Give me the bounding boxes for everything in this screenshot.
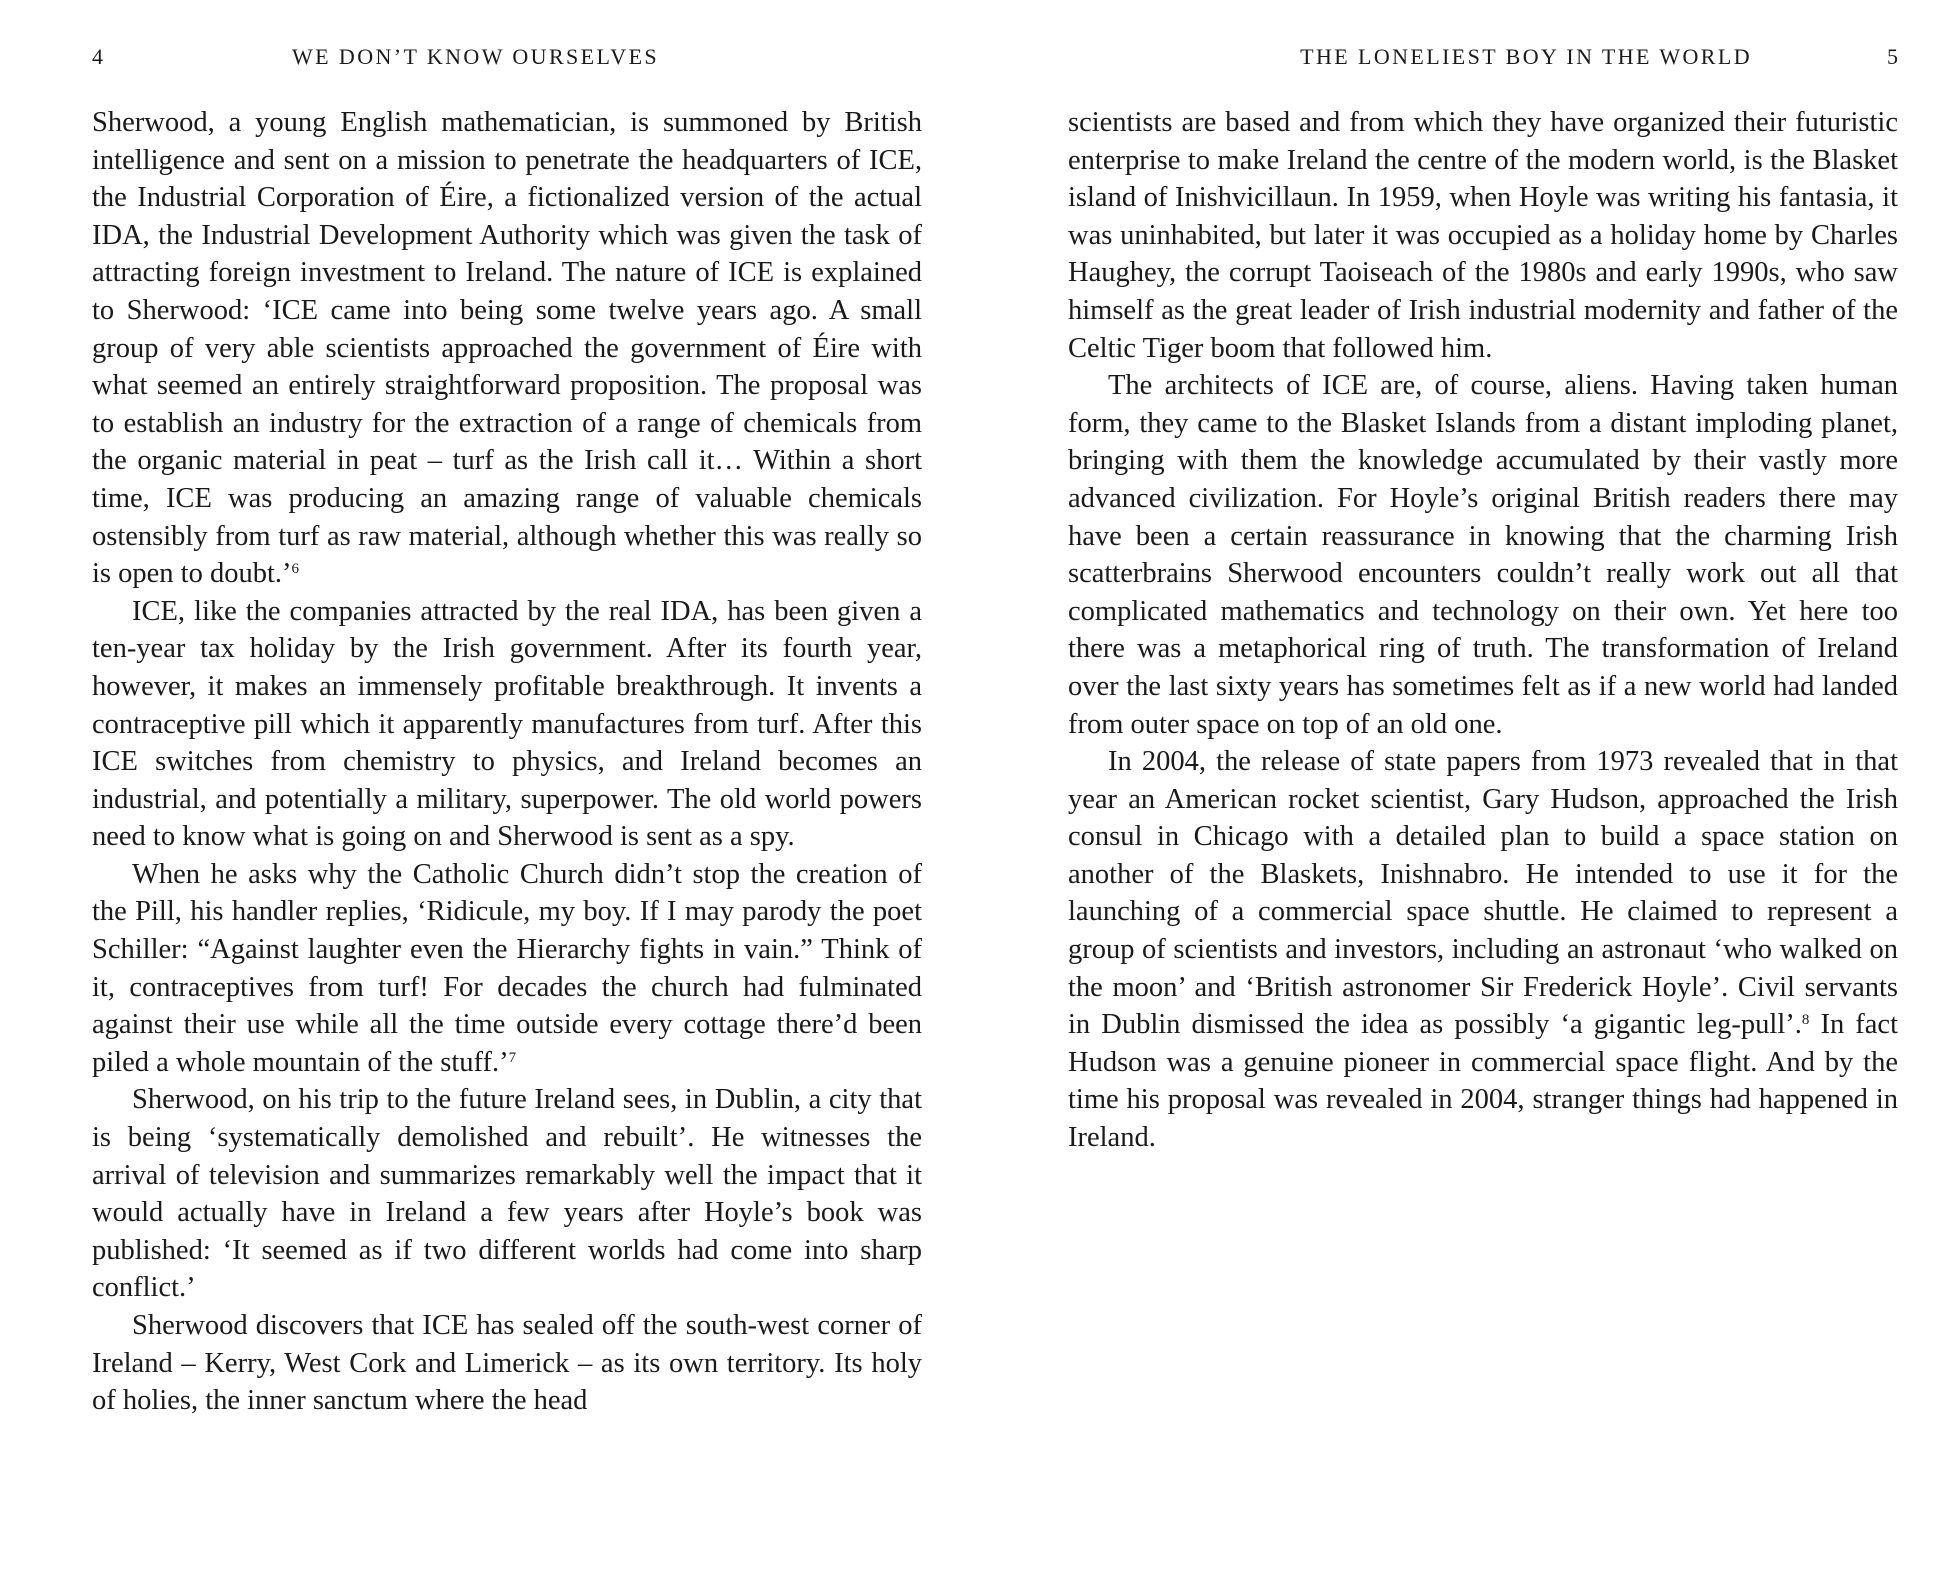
left-running-head — [92, 44, 922, 84]
left-body-text — [92, 104, 922, 1420]
paragraph — [92, 1307, 922, 1420]
left-page-number: 4 — [92, 44, 103, 69]
paragraph — [92, 104, 922, 593]
paragraph — [1068, 104, 1898, 367]
right-page — [1068, 0, 1898, 1591]
footnote-marker: 8 — [1801, 1012, 1810, 1029]
paragraph-text-continued: In fact Hudson was a genuine pioneer in commercial space flight. And by the time his proposal was revealed in 2004, stranger things had happened in Ireland. — [1068, 1009, 1898, 1154]
right-running-head-title: THE LONELIEST BOY IN THE WORLD — [1300, 44, 1752, 69]
paragraph-text: Sherwood discovers that ICE has sealed off the south-west corner of Ireland – Kerry, West Cork and Limerick – as its own territory. Its holy of holies, the inner sanctum where the head — [92, 1310, 922, 1417]
right-page-number: 5 — [1887, 44, 1898, 69]
paragraph — [92, 593, 922, 856]
paragraph-text: When he asks why the Catholic Church didn’t stop the creation of the Pill, his handler replies, ‘Ridicule, my boy. If I may parody the poet Schiller: “Against laughter even the Hierarchy fights in vain.” Think of it, contraceptives from turf! For decades the church had fulminated against their use while all the time outside every cottage there’d been piled a whole mountain of the stuff.’ — [92, 858, 922, 1078]
right-body-text — [1068, 104, 1898, 1157]
right-running-head — [1068, 44, 1898, 84]
paragraph-text: The architects of ICE are, of course, aliens. Having taken human form, they came to the Blasket Islands from a distant imploding planet, bringing with them the knowledge accumulated by their vastly more advanced civilization. For Hoyle’s original British readers there may have been a certain reassurance in knowing that the charming Irish scatterbrains Sherwood encounters couldn’t really work out all that complicated mathematics and technology on their own. Yet here too there was a metaphorical ring of truth. The transformation of Ireland over the last sixty years has sometimes felt as if a new world had landed from outer space on top of an old one. — [1068, 370, 1898, 740]
paragraph — [92, 856, 922, 1082]
paragraph-text: In 2004, the release of state papers from 1973 revealed that in that year an American rocket scientist, Gary Hudson, approached the Irish consul in Chicago with a detailed plan to build a space station on another of the Blaskets, Inishnabro. He intended to use it for the launching of a commercial space shuttle. He claimed to represent a group of scientists and investors, including an astronaut ‘who walked on the moon’ and ‘British astronomer Sir Frederick Hoyle’. Civil servants in Dublin dismissed the idea as possibly ‘a gigantic leg-pull’. — [1068, 746, 1898, 1041]
paragraph-text: Sherwood, a young English mathematician, is summoned by British intelligence and sent on a mission to penetrate the headquarters of ICE, the Industrial Corporation of Éire, a fictionalized version of the actual IDA, the Industrial Development Authority which was given the task of attracting foreign investment to Ireland. The nature of ICE is explained to Sherwood: ‘ICE came into being some twelve years ago. A small group of very able scientists approached the government of Éire with what seemed an entirely straightforward proposition. The proposal was to establish an industry for the extraction of a range of chemicals from the organic material in peat – turf as the Irish call it… Within a short time, ICE was producing an amazing range of valuable chemicals ostensibly from turf as raw material, although whether this was really so is open to doubt.’ — [92, 107, 922, 590]
footnote-marker: 7 — [508, 1049, 517, 1066]
paragraph — [1068, 367, 1898, 743]
left-running-head-title: WE DON’T KNOW OURSELVES — [292, 44, 660, 69]
paragraph — [1068, 743, 1898, 1157]
paragraph-text: scientists are based and from which they have organized their futuristic enterprise to make Ireland the centre of the modern world, is the Blasket island of Inishvicillaun. In 1959, when Hoyle was writing his fantasia, it was uninhabited, but later it was occupied as a holiday home by Charles Haughey, the corrupt Taoiseach of the 1980s and early 1990s, who saw himself as the great leader of Irish industrial modernity and father of the Celtic Tiger boom that followed him. — [1068, 107, 1898, 364]
paragraph-text: Sherwood, on his trip to the future Ireland sees, in Dublin, a city that is being ‘systematically demolished and rebuilt’. He witnesses the arrival of television and summarizes remarkably well the impact that it would actually have in Ireland a few years after Hoyle’s book was published: ‘It seemed as if two different worlds had come into sharp conflict.’ — [92, 1084, 922, 1304]
paragraph — [92, 1081, 922, 1307]
left-page — [92, 0, 922, 1591]
paragraph-text: ICE, like the companies attracted by the real IDA, has been given a ten-year tax holiday by the Irish government. After its fourth year, however, it makes an immensely profitable breakthrough. It invents a contraceptive pill which it apparently manufactures from turf. After this ICE switches from chemistry to physics, and Ireland becomes an industrial, and potentially a military, superpower. The old world powers need to know what is going on and Sherwood is sent as a spy. — [92, 595, 922, 853]
footnote-marker: 6 — [291, 561, 299, 578]
